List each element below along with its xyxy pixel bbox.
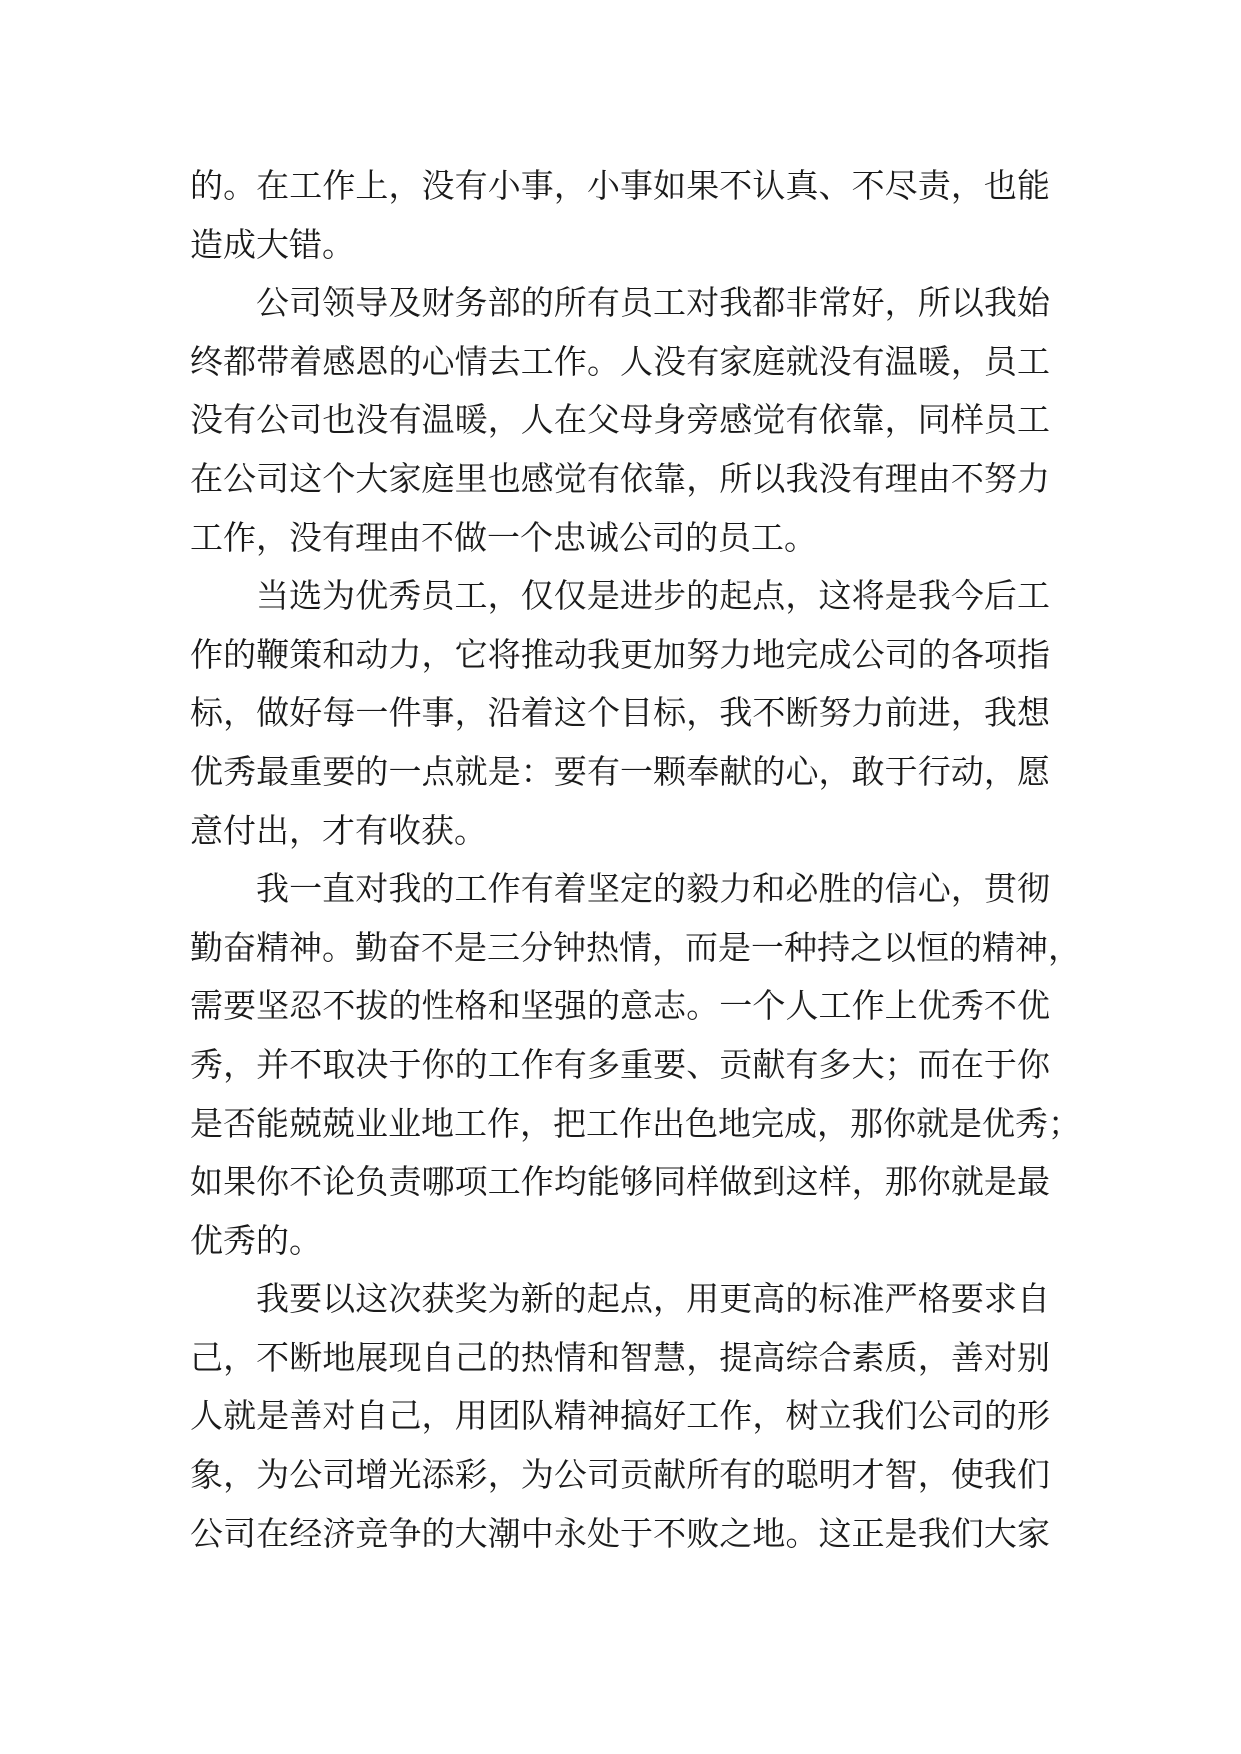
text-line: 优秀最重要的一点就是：要有一颗奉献的心，敢于行动，愿 (190, 751, 1050, 791)
document-body (190, 157, 1081, 1563)
text-line: 意付出，才有收获。 (190, 810, 487, 850)
text-line: 秀，并不取决于你的工作有多重要、贡献有多大；而在于你 (190, 1044, 1050, 1084)
text-line: 公司领导及财务部的所有员工对我都非常好，所以我始 (256, 283, 1050, 323)
text-line: 工作，没有理由不做一个忠诚公司的员工。 (190, 517, 817, 557)
text-line: 的。在工作上，没有小事，小事如果不认真、不尽责，也能 (190, 166, 1050, 205)
text-line: 优秀的。 (190, 1220, 322, 1260)
text-line: 我要以这次获奖为新的起点，用更高的标准严格要求自 (256, 1279, 1050, 1319)
text-line: 我一直对我的工作有着坚定的毅力和必胜的信心，贯彻 (256, 869, 1050, 909)
text-line: 标，做好每一件事，沿着这个目标，我不断努力前进，我想 (190, 693, 1050, 733)
text-line: 人就是善对自己，用团队精神搞好工作，树立我们公司的形 (190, 1396, 1050, 1436)
text-line: 需要坚忍不拔的性格和坚强的意志。一个人工作上优秀不优 (190, 986, 1050, 1026)
text-line: 如果你不论负责哪项工作均能够同样做到这样，那你就是最 (190, 1162, 1050, 1202)
text-line: 勤奋精神。勤奋不是三分钟热情，而是一种持之以恒的精神， (190, 927, 1081, 967)
text-line: 当选为优秀员工，仅仅是进步的起点，这将是我今后工 (256, 576, 1050, 616)
text-line: 在公司这个大家庭里也感觉有依靠，所以我没有理由不努力 (190, 458, 1050, 498)
text-line: 象，为公司增光添彩，为公司贡献所有的聪明才智，使我们 (190, 1455, 1050, 1495)
text-line: 作的鞭策和动力，它将推动我更加努力地完成公司的各项指 (190, 634, 1050, 674)
text-line: 终都带着感恩的心情去工作。人没有家庭就没有温暖，员工 (190, 341, 1050, 381)
text-line: 是否能兢兢业业地工作，把工作出色地完成，那你就是优秀； (190, 1103, 1081, 1143)
text-line: 公司在经济竞争的大潮中永处于不败之地。这正是我们大家 (190, 1513, 1050, 1553)
text-line: 没有公司也没有温暖，人在父母身旁感觉有依靠，同样员工 (190, 400, 1050, 440)
text-line: 己，不断地展现自己的热情和智慧，提高综合素质，善对别 (190, 1337, 1050, 1377)
text-line: 造成大错。 (190, 224, 355, 264)
